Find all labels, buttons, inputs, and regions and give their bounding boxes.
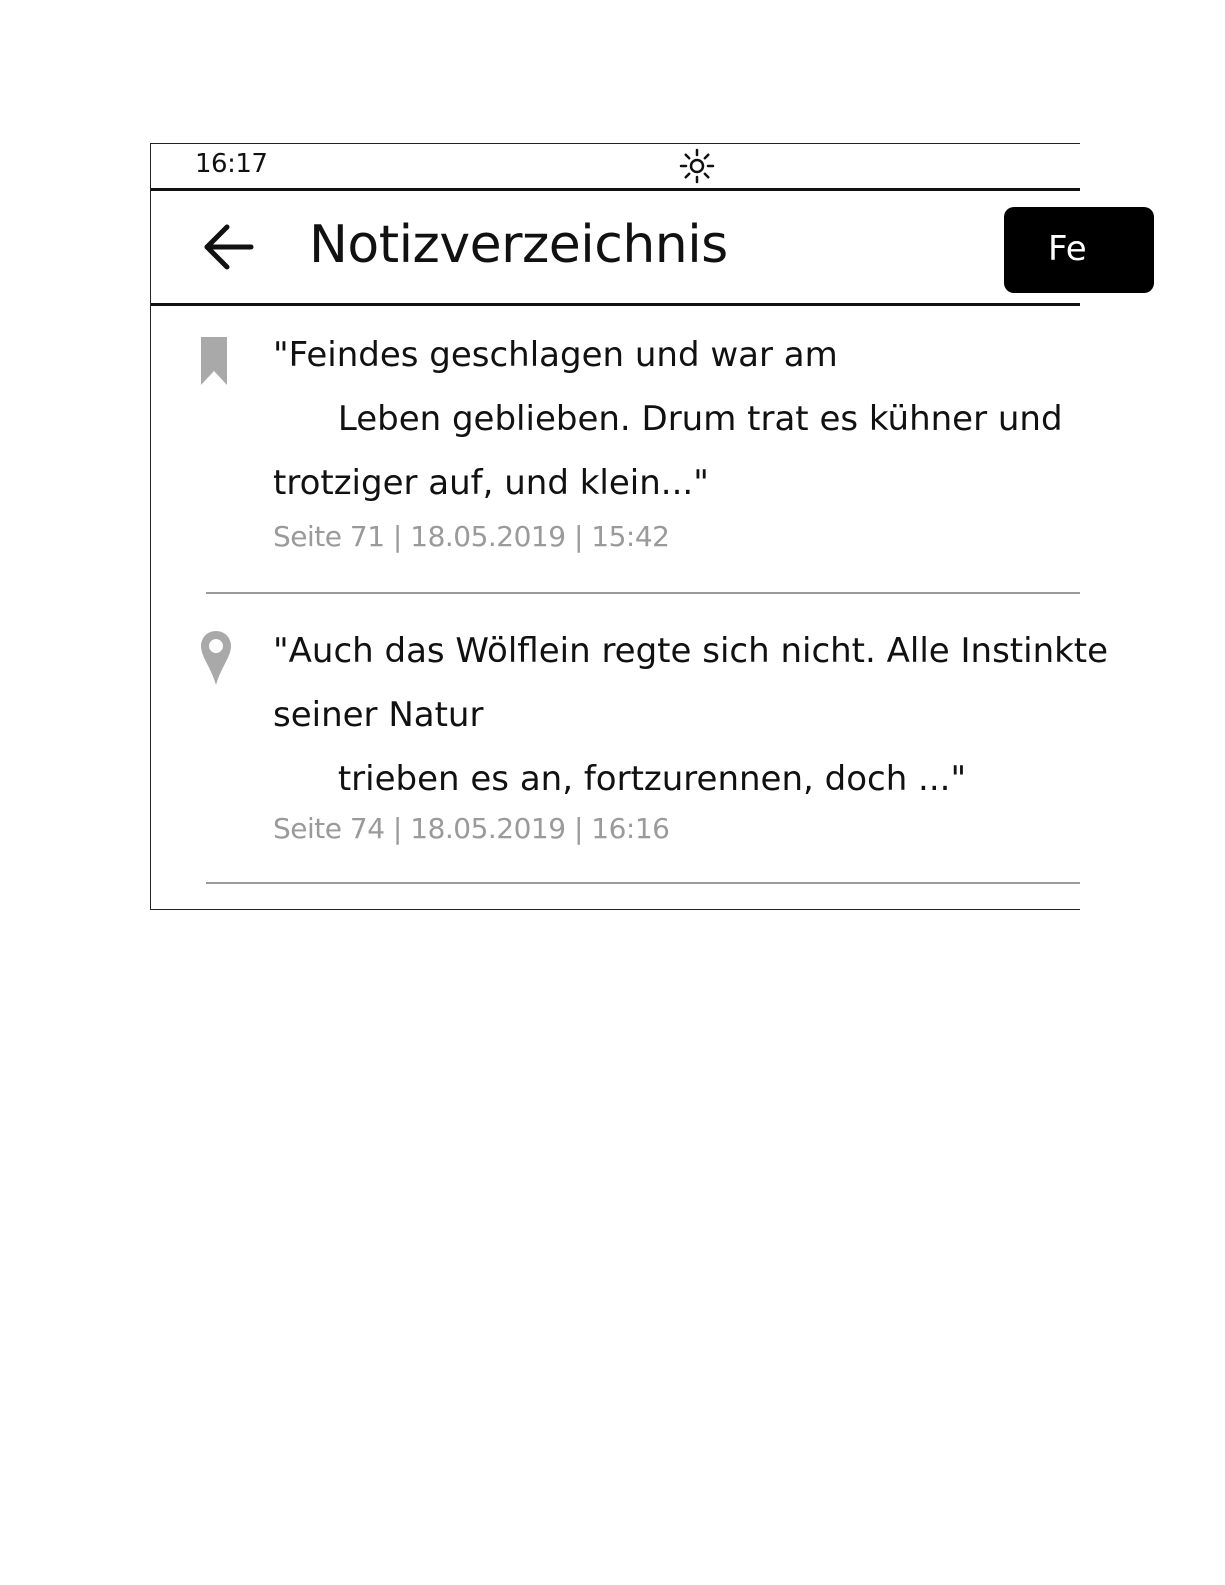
note-quote: "Auch das Wölflein regte sich nicht. Alle Instinkte seiner Natur trieben es an, fortzurennen, doch ...": [273, 631, 1109, 799]
status-bar: [151, 144, 1080, 191]
note-meta: Seite 71 | 18.05.2019 | 15:42: [273, 520, 670, 553]
header: [151, 191, 1087, 306]
arrow-left-icon[interactable]: [201, 221, 257, 273]
status-time: 16:17: [195, 149, 268, 179]
action-button-label: Fe: [1048, 229, 1087, 269]
note-meta: Seite 74 | 18.05.2019 | 16:16: [273, 812, 670, 845]
bookmark-icon: [199, 336, 229, 386]
page-title: Notizverzeichnis: [309, 215, 728, 275]
divider: [206, 592, 1080, 594]
location-pin-icon: [199, 629, 233, 687]
sun-icon[interactable]: [679, 148, 715, 184]
note-quote: "Feindes geschlagen und war am Leben geblieben. Drum trat es kühner und trotziger auf, und klein...": [273, 335, 1063, 503]
action-button[interactable]: [1004, 207, 1154, 293]
divider: [206, 882, 1080, 884]
reader-screen: [150, 143, 1109, 910]
note-item[interactable]: [151, 322, 1080, 622]
note-item[interactable]: [151, 622, 1109, 912]
